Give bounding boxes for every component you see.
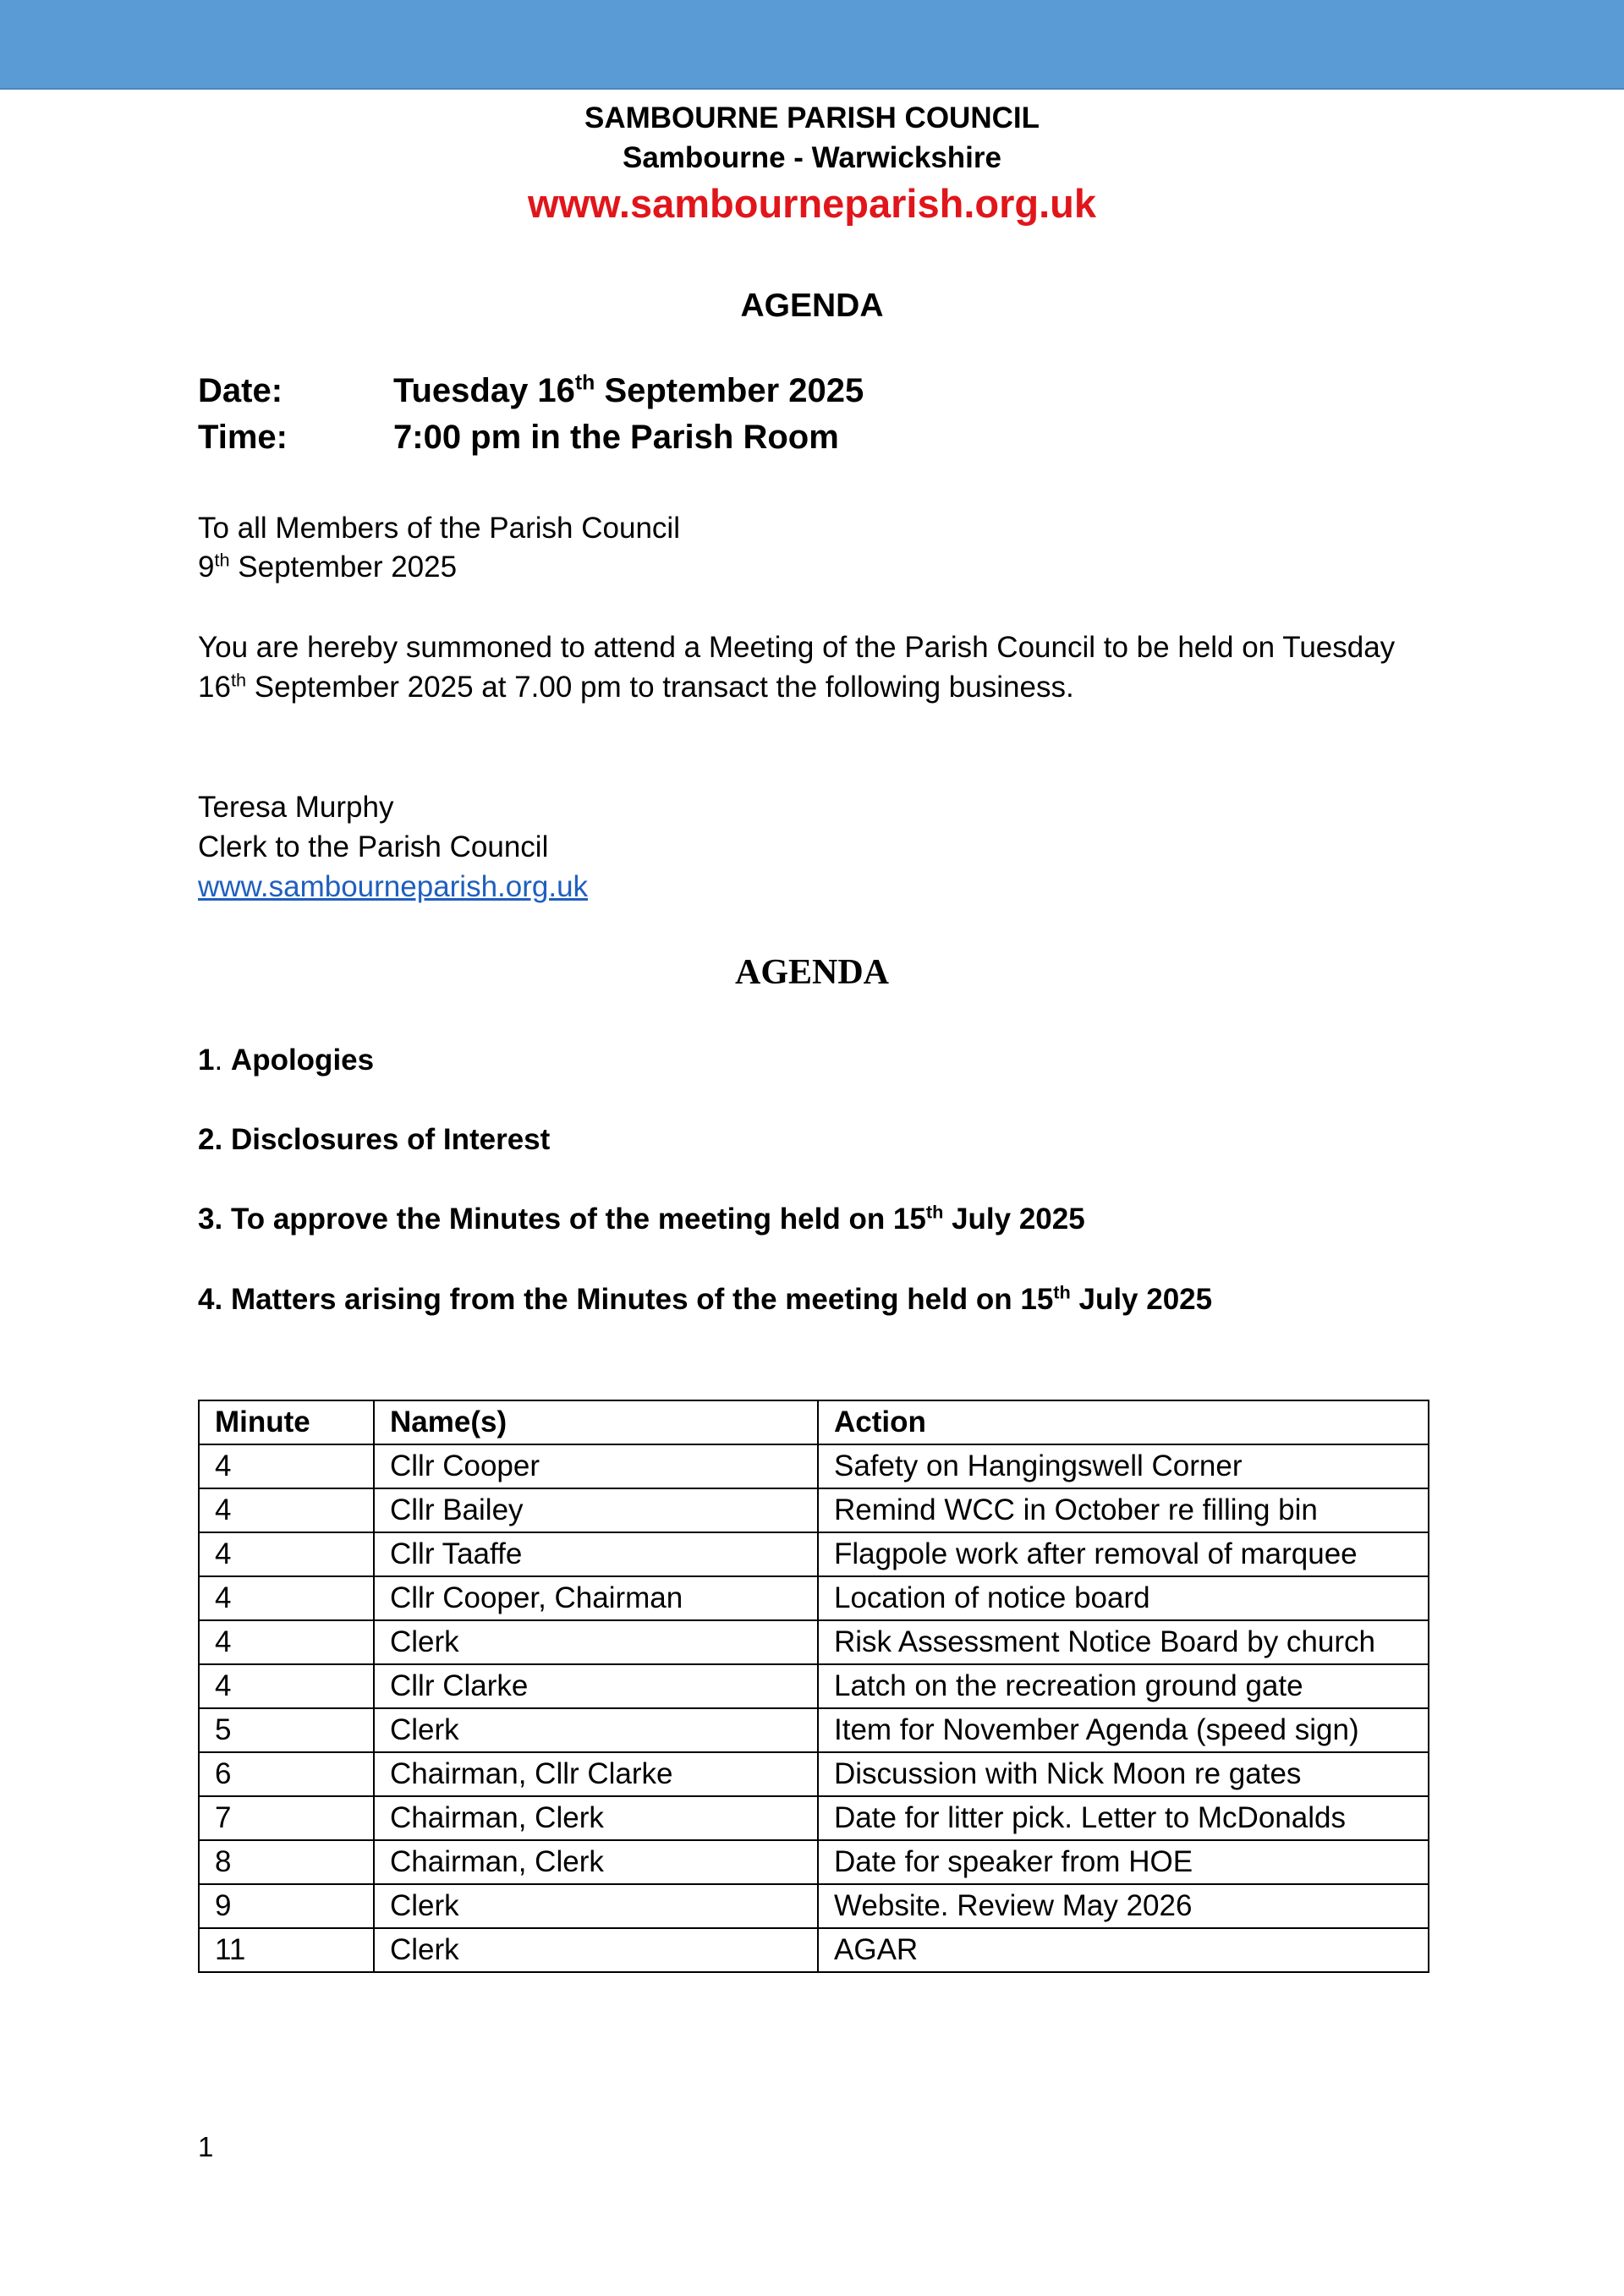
council-location: Sambourne - Warwickshire [623, 141, 1001, 174]
actions-table [198, 1400, 1429, 1973]
agenda-section-title: AGENDA [734, 953, 889, 992]
table-header-row [199, 1400, 1429, 1444]
cell-action: Latch on the recreation ground gate [818, 1664, 1429, 1708]
recipients-line: To all Members of the Parish Council [198, 512, 680, 545]
table-row [199, 1796, 1429, 1840]
cell-names: Chairman, Clerk [374, 1796, 818, 1840]
cell-minute: 5 [199, 1708, 374, 1752]
cell-names: Cllr Clarke [374, 1664, 818, 1708]
agenda-heading: AGENDA [740, 288, 884, 324]
table-row [199, 1488, 1429, 1532]
cell-names: Cllr Cooper [374, 1444, 818, 1488]
agenda-item-1: 1. Apologies [198, 1044, 375, 1077]
summons-line-1: You are hereby summoned to attend a Meeting of the Parish Council to be held on Tuesday [198, 631, 1396, 664]
cell-names: Cllr Taaffe [374, 1532, 818, 1576]
cell-action: AGAR [818, 1928, 1429, 1972]
cell-names: Cllr Bailey [374, 1488, 818, 1532]
cell-minute: 9 [199, 1884, 374, 1928]
cell-action: Safety on Hangingswell Corner [818, 1444, 1429, 1488]
summons-line-2: 16th September 2025 at 7.00 pm to transact the following business. [198, 669, 1074, 704]
top-banner [0, 0, 1624, 90]
table-row [199, 1840, 1429, 1884]
cell-action: Discussion with Nick Moon re gates [818, 1752, 1429, 1796]
cell-action: Date for litter pick. Letter to McDonalds [818, 1796, 1429, 1840]
cell-action: Date for speaker from HOE [818, 1840, 1429, 1884]
table-row [199, 1752, 1429, 1796]
cell-action: Flagpole work after removal of marquee [818, 1532, 1429, 1576]
cell-action: Item for November Agenda (speed sign) [818, 1708, 1429, 1752]
cell-minute: 6 [199, 1752, 374, 1796]
header-names: Name(s) [374, 1400, 818, 1444]
table-row [199, 1708, 1429, 1752]
agenda-item-4: 4. Matters arising from the Minutes of the meeting held on 15th July 2025 [198, 1281, 1213, 1316]
cell-names: Chairman, Clerk [374, 1840, 818, 1884]
time-label: Time: [198, 419, 288, 456]
cell-minute: 4 [199, 1664, 374, 1708]
cell-minute: 8 [199, 1840, 374, 1884]
clerk-role: Clerk to the Parish Council [198, 830, 549, 863]
table-row [199, 1620, 1429, 1664]
table-row [199, 1884, 1429, 1928]
date-value: Tuesday 16th September 2025 [393, 371, 864, 409]
header-minute: Minute [199, 1400, 374, 1444]
clerk-name: Teresa Murphy [198, 791, 394, 824]
cell-action: Risk Assessment Notice Board by church [818, 1620, 1429, 1664]
table-row [199, 1444, 1429, 1488]
cell-minute: 4 [199, 1532, 374, 1576]
cell-action: Location of notice board [818, 1576, 1429, 1620]
agenda-item-3: 3. To approve the Minutes of the meeting held on 15th July 2025 [198, 1201, 1085, 1236]
cell-names: Clerk [374, 1884, 818, 1928]
cell-minute: 4 [199, 1620, 374, 1664]
cell-action: Website. Review May 2026 [818, 1884, 1429, 1928]
cell-names: Clerk [374, 1928, 818, 1972]
page-number: 1 [198, 2131, 214, 2162]
table-row [199, 1664, 1429, 1708]
header-website: www.sambourneparish.org.uk [527, 181, 1097, 226]
cell-minute: 4 [199, 1576, 374, 1620]
cell-names: Chairman, Cllr Clarke [374, 1752, 818, 1796]
clerk-website-link[interactable]: www.sambourneparish.org.uk [198, 870, 589, 903]
time-value: 7:00 pm in the Parish Room [393, 419, 839, 456]
date-label: Date: [198, 372, 283, 409]
cell-minute: 4 [199, 1444, 374, 1488]
cell-action: Remind WCC in October re filling bin [818, 1488, 1429, 1532]
table-row [199, 1928, 1429, 1972]
council-name: SAMBOURNE PARISH COUNCIL [584, 101, 1040, 134]
cell-names: Cllr Cooper, Chairman [374, 1576, 818, 1620]
cell-minute: 11 [199, 1928, 374, 1972]
issue-date: 9th September 2025 [198, 549, 458, 584]
header-action: Action [818, 1400, 1429, 1444]
table-row [199, 1576, 1429, 1620]
cell-names: Clerk [374, 1708, 818, 1752]
table-row [199, 1532, 1429, 1576]
cell-minute: 4 [199, 1488, 374, 1532]
cell-minute: 7 [199, 1796, 374, 1840]
agenda-item-2: 2. Disclosures of Interest [198, 1123, 551, 1156]
cell-names: Clerk [374, 1620, 818, 1664]
